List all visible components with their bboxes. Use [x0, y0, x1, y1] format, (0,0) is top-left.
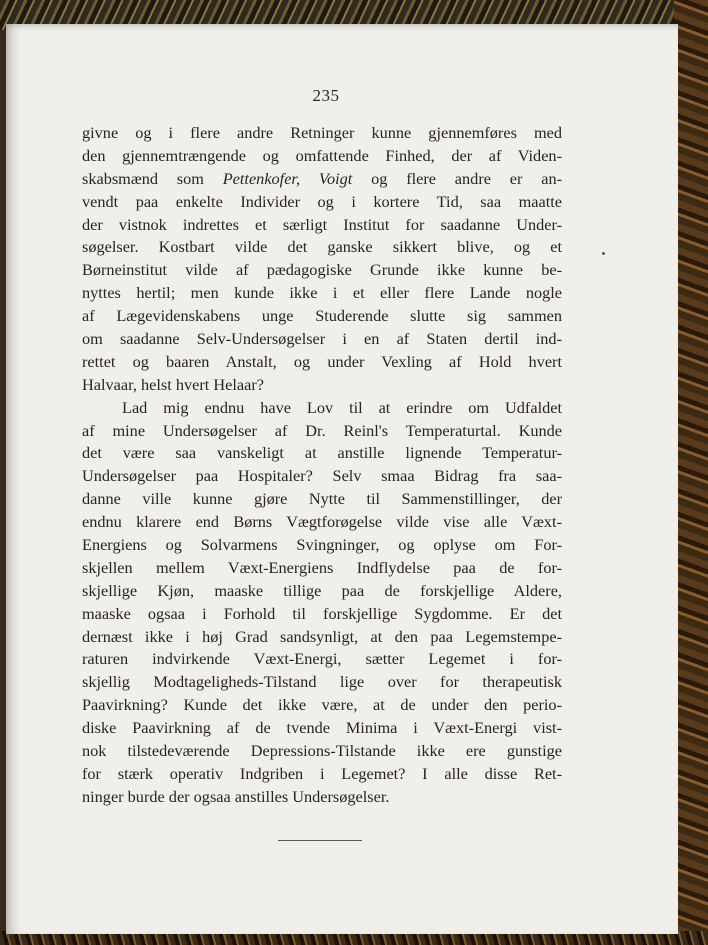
text-segment: Børneinstitut vilde af pædagogiske Grunde ikke kunne be- [82, 260, 562, 280]
text-line [82, 786, 562, 809]
text-line [82, 397, 562, 420]
text-segment: rettet og baaren Anstalt, og under Vexling af Hold hvert [82, 351, 562, 371]
text-segment: dernæst ikke i høj Grad sandsynligt, at den paa Legemstempe- [82, 626, 562, 646]
text-segment: skjellen mellem Væxt-Energiens Indflydelse paa de for- [82, 557, 562, 577]
book-page [6, 24, 678, 934]
text-segment: diske Paavirkning af de tvende Minima i Væxt-Energi vist- [82, 718, 562, 738]
text-segment: nok tilstedeværende Depressions-Tilstande ikke ere gunstige [82, 741, 562, 761]
text-segment: Halvaar, helst hvert Helaar? [82, 374, 264, 394]
text-line [82, 603, 562, 626]
text-line [82, 191, 562, 214]
italic-text: Pettenkofer, Voigt [222, 168, 353, 188]
text-segment: om saadanne Selv-Undersøgelser i en af Staten dertil ind- [82, 329, 562, 349]
page-number: 235 [312, 86, 340, 105]
text-segment: søgelser. Kostbart vilde det ganske sikkert blive, og et [82, 237, 562, 257]
text-line [82, 580, 562, 603]
text-line [82, 374, 562, 397]
text-line [82, 465, 562, 488]
text-segment: den gjennemtrængende og omfattende Finhed, der af Viden- [82, 145, 562, 165]
text-segment: nyttes hertil; men kunde ikke i et eller flere Lande nogle [82, 283, 562, 303]
text-segment: endnu klarere end Børns Vægtforøgelse vilde vise alle Væxt- [82, 512, 562, 532]
text-segment: der vistnok indrettes et særligt Institut for saadanne Under- [82, 214, 562, 234]
text-line [82, 236, 562, 259]
text-segment: maaske ogsaa i Forhold til forskjellige Sygdomme. Er det [82, 603, 562, 623]
text-segment: givne og i flere andre Retninger kunne gjennemføres med [82, 123, 562, 142]
text-line [82, 488, 562, 511]
text-line [82, 648, 562, 671]
text-line [82, 717, 562, 740]
end-rule [278, 840, 362, 841]
paper-speck [602, 252, 605, 255]
text-line [82, 763, 562, 786]
text-line [82, 671, 562, 694]
text-line [82, 305, 562, 328]
text-segment: vendt paa enkelte Individer og i kortere Tid, saa maatte [82, 191, 562, 211]
text-line [82, 214, 562, 237]
text-segment: for stærk operativ Indgriben i Legemet? I alle disse Ret- [82, 763, 562, 783]
text-segment: og flere andre er an- [352, 168, 563, 188]
text-line [82, 351, 562, 374]
body-text [82, 122, 562, 809]
text-line [82, 420, 562, 443]
text-line [82, 511, 562, 534]
text-line [82, 328, 562, 351]
text-segment: skabsmænd som [82, 168, 223, 188]
text-line [82, 282, 562, 305]
text-line [82, 740, 562, 763]
text-segment: Energiens og Solvarmens Svingninger, og oplyse om For- [82, 535, 562, 555]
text-segment: Undersøgelser paa Hospitaler? Selv smaa Bidrag fra saa- [82, 466, 562, 486]
text-segment: skjellige Kjøn, maaske tillige paa de forskjellige Aldere, [82, 580, 562, 600]
text-segment: Lad mig endnu have Lov til at erindre om Udfaldet [122, 397, 562, 417]
text-segment: af Lægevidenskabens unge Studerende slutte sig sammen [82, 306, 562, 326]
text-line [82, 259, 562, 282]
text-segment: raturen indvirkende Væxt-Energi, sætter Legemet i for- [82, 649, 562, 669]
text-line [82, 694, 562, 717]
text-segment: skjellig Modtageligheds-Tilstand lige over for therapeutisk [82, 672, 562, 692]
text-line [82, 122, 562, 145]
text-segment: ninger burde der ogsaa anstilles Undersøgelser. [82, 786, 390, 806]
text-segment: Paavirkning? Kunde det ikke være, at de under den perio- [82, 695, 562, 715]
text-segment: det være saa vanskeligt at anstille lignende Temperatur- [82, 443, 562, 463]
text-line [82, 145, 562, 168]
text-line [82, 442, 562, 465]
text-segment: af mine Undersøgelser af Dr. Reinl's Temperaturtal. Kunde [82, 420, 562, 440]
text-line [82, 534, 562, 557]
text-line [82, 168, 562, 191]
text-segment: danne ville kunne gjøre Nytte til Sammenstillinger, der [82, 489, 562, 509]
text-line [82, 557, 562, 580]
text-line [82, 626, 562, 649]
book-edge-right [674, 0, 708, 945]
